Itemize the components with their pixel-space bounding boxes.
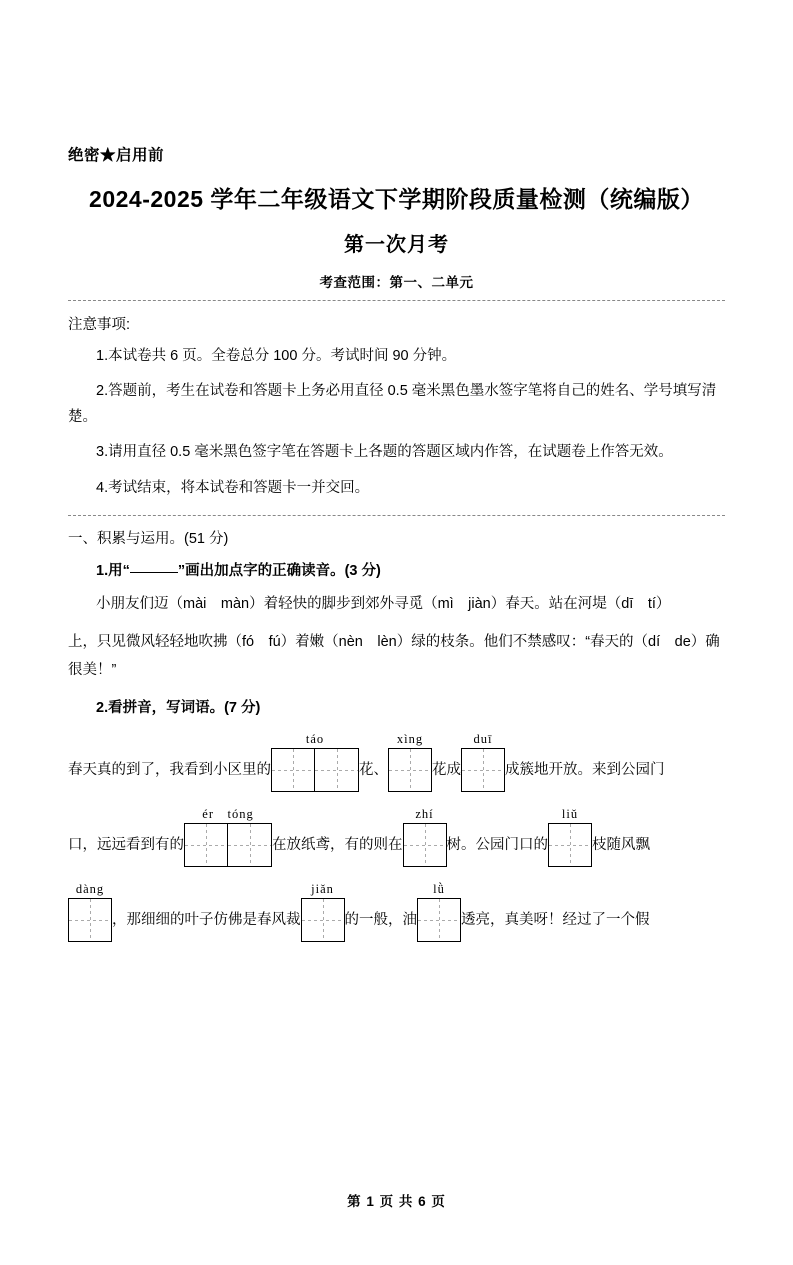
secret-label: 绝密★启用前 — [68, 147, 165, 164]
question-1-text-line-1: 小朋友们迈（mài màn）着轻快的脚步到郊外寻觅（mì jiàn）春天。站在河堤（dī tí） — [96, 595, 671, 612]
tianzige-cell[interactable] — [315, 748, 359, 792]
row-text: ，那细细的叶子仿佛是春风裁 — [112, 911, 301, 928]
pinyin-label: xìng — [396, 731, 424, 746]
row-text: 的一般，油 — [344, 911, 417, 928]
answer-cells[interactable] — [417, 881, 461, 942]
row-text: 口，远远看到有的 — [68, 836, 184, 853]
pinyin-label: liǔ — [561, 806, 579, 821]
tianzige-cell[interactable] — [184, 823, 228, 867]
divider-top — [68, 300, 725, 301]
answer-cells[interactable] — [68, 881, 112, 942]
question-1-heading — [68, 559, 725, 580]
row-text: 透亮，真美呀！经过了一个假 — [461, 911, 650, 928]
row-text: 树。公园门口的 — [446, 836, 548, 853]
answer-cells[interactable] — [301, 881, 345, 942]
notice-item: 2.答题前，考生在试卷和答题卡上务必用直径 0.5 毫米黑色墨水签字笔将自己的姓名、学号填写清楚。 — [68, 383, 717, 425]
row-text: 成簇地开放。来到公园门 — [505, 761, 665, 778]
notice-item: 3.请用直径 0.5 毫米黑色签字笔在答题卡上各题的答题区域内作答，在试题卷上作答无效。 — [96, 444, 673, 461]
answer-cells[interactable] — [271, 731, 359, 792]
notice-heading: 注意事项: — [68, 317, 131, 333]
tianzige-group[interactable] — [403, 823, 447, 867]
tianzige-cell[interactable] — [403, 823, 447, 867]
page-subtitle: 第一次月考 — [344, 234, 449, 256]
row-text: 春天真的到了，我看到小区里的 — [68, 761, 271, 778]
tianzige-group[interactable] — [461, 748, 505, 792]
section-heading: 一、积累与运用。(51 分) — [68, 530, 229, 547]
divider-bottom — [68, 515, 725, 516]
notice-item: 4.考试结束，将本试卷和答题卡一并交回。 — [96, 479, 370, 496]
tianzige-group[interactable] — [301, 898, 345, 942]
tianzige-group[interactable] — [548, 823, 592, 867]
underline-blank — [130, 572, 178, 573]
tianzige-cell[interactable] — [301, 898, 345, 942]
tianzige-group[interactable] — [388, 748, 432, 792]
pinyin-label: táo — [305, 731, 325, 746]
page-title: 2024-2025 学年二年级语文下学期阶段质量检测（统编版） — [89, 186, 704, 212]
answer-cells[interactable] — [548, 806, 592, 867]
row-text: 花、 — [359, 761, 388, 778]
question-1-head-after: ”画出加点字的正确读音。(3 分) — [177, 562, 381, 579]
answer-cells[interactable] — [461, 731, 505, 792]
tianzige-group[interactable] — [184, 823, 272, 867]
notice-item: 1.本试卷共 6 页。全卷总分 100 分。考试时间 90 分钟。 — [96, 348, 457, 364]
tianzige-cell[interactable] — [271, 748, 315, 792]
page-footer: 第 1 页 共 6 页 — [347, 1194, 446, 1209]
question-2-heading: 2.看拼音，写词语。(7 分) — [96, 699, 261, 716]
question-2-row — [68, 806, 725, 867]
question-2-row — [68, 731, 725, 792]
exam-paper-page — [0, 143, 793, 1265]
pinyin-label: dàng — [75, 881, 105, 896]
answer-cells[interactable] — [184, 806, 272, 867]
question-2-row — [68, 881, 725, 942]
question-1-text-line-2: 上，只见微风轻轻地吹拂（fó fú）着嫩（nèn lèn）绿的枝条。他们不禁感叹：“春天的（dí de）确很美！” — [68, 634, 720, 679]
tianzige-cell[interactable] — [461, 748, 505, 792]
tianzige-cell[interactable] — [417, 898, 461, 942]
tianzige-cell[interactable] — [388, 748, 432, 792]
tianzige-group[interactable] — [417, 898, 461, 942]
exam-scope: 考查范围：第一、二单元 — [319, 275, 474, 290]
row-text: 在放纸鸢，有的则在 — [272, 836, 403, 853]
tianzige-group[interactable] — [68, 898, 112, 942]
answer-cells[interactable] — [403, 806, 447, 867]
pinyin-label: jiǎn — [311, 881, 334, 896]
answer-cells[interactable] — [388, 731, 432, 792]
pinyin-label: lǜ — [433, 881, 445, 896]
pinyin-label: zhí — [415, 806, 434, 821]
pinyin-label: ér tóng — [202, 806, 254, 821]
tianzige-cell[interactable] — [68, 898, 112, 942]
tianzige-group[interactable] — [271, 748, 359, 792]
tianzige-cell[interactable] — [228, 823, 272, 867]
tianzige-cell[interactable] — [548, 823, 592, 867]
row-text: 花成 — [432, 761, 461, 778]
question-1-head-before: 1.用“ — [96, 562, 130, 579]
pinyin-label: duī — [473, 731, 493, 746]
row-text: 枝随风飘 — [592, 836, 650, 853]
